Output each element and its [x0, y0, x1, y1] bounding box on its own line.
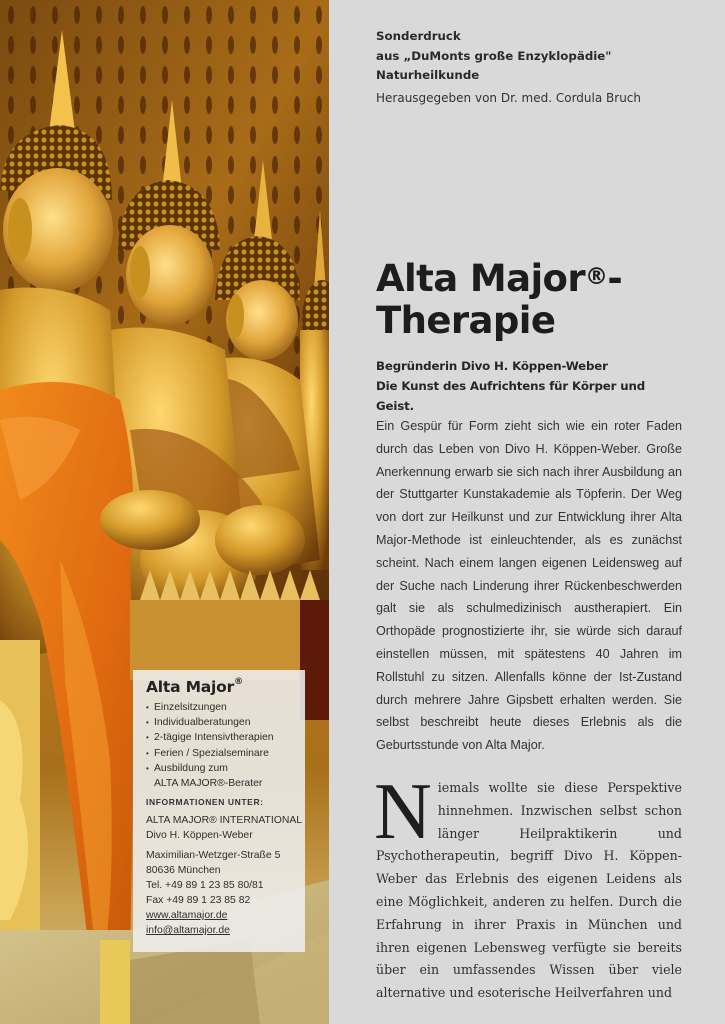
- phone-number: Tel. +49 89 1 23 85 80/81: [146, 880, 264, 892]
- source-line-1: Sonderdruck: [376, 29, 461, 43]
- street-address: Maximilian-Wetzger-Straße 5: [146, 850, 281, 862]
- title-line-1: Alta Major: [376, 257, 585, 300]
- city: 80636 München: [146, 865, 221, 877]
- service-label: Ferien / Spezialseminare: [154, 747, 269, 759]
- info-box: [133, 670, 305, 952]
- contact-block: [146, 813, 305, 938]
- body-paragraph: [374, 768, 682, 1005]
- title-line-2: Therapie: [376, 299, 556, 342]
- service-label: 2-tägige Intensivtherapien: [154, 732, 274, 744]
- registered-mark: ®: [234, 677, 243, 687]
- service-label: Einzelsitzungen: [154, 702, 227, 713]
- service-item: [146, 746, 305, 761]
- buddha-statues-photo: [0, 0, 329, 1024]
- service-label-continued: ALTA MAJOR®-Berater: [154, 778, 263, 790]
- fax-number: Fax +49 89 1 23 85 82: [146, 895, 251, 907]
- drop-cap: N: [374, 768, 432, 856]
- service-item: [146, 761, 305, 791]
- body-text: iemals wollte sie diese Perspektive hinnehmen. Inzwischen selbst schon länger Heilpraktikerin und Psychotherapeutin, begriff Divo H. Köppen-Weber das Erlebnis des eigenen Leidens als eine Möglichkeit, anderen zu helfen. Durch die Erfahrung in ihrer Praxis in München und ihren eigenen Lebensweg verfügte sie bereits über ein umfassendes Wissen über viele alternative und esoterische Heilverfahren und: [376, 780, 682, 1001]
- service-item: [146, 700, 305, 715]
- info-box-title-text: Alta Major: [146, 678, 235, 696]
- contact-person: Divo H. Köppen-Weber: [146, 830, 253, 842]
- source-note: [376, 27, 682, 108]
- editor-line: Herausgegeben von Dr. med. Cordula Bruch: [376, 90, 641, 105]
- source-line-3: Naturheilkunde: [376, 68, 480, 82]
- email-link[interactable]: info@altamajor.de: [146, 925, 230, 937]
- registered-mark: ®: [585, 264, 608, 290]
- page-title: [376, 258, 682, 342]
- intro-paragraph: Ein Gespür für Form zieht sich wie ein roter Faden durch das Leben von Divo H. Köppen-Weber. Große Anerkennung erwarb sie sich nach ihrer Ausbildung an der Stuttgarter Kunstakademie als Töpferin. Der Weg von dort zur Heilkunst und zur Entwicklung ihrer Alta Major-Methode ist einleuchtender, als es zunächst scheint. Nach einem langen eigenen Leidensweg auf der Suche nach Linderung ihrer Rückenbeschwerden galt sie als schulmedizinisch austherapiert. Ein Orthopäde prognostizierte ihr, sie würde sich darauf einstellen müssen, mit spätestens 40 Jahren im Rollstuhl zu sitzen. Allenfalls könne der Ist-Zustand durch mehrere Jahre Gipsbett erhalten werden. Sie selbst beschreibt heute dieses Erlebnis als die Geburtsstunde von Alta Major.: [376, 419, 682, 753]
- org-name: ALTA MAJOR® INTERNATIONAL: [146, 815, 303, 827]
- service-label: Individualberatungen: [154, 717, 251, 729]
- service-item: [146, 730, 305, 745]
- website-link[interactable]: www.altamajor.de: [146, 910, 228, 922]
- source-line-2: aus „DuMonts große Enzyklopädie": [376, 48, 612, 63]
- info-box-title: [146, 678, 305, 696]
- subtitle-founder: Begründerin Divo H. Köppen-Weber: [376, 359, 608, 373]
- info-heading: INFORMATIONEN UNTER:: [146, 797, 264, 808]
- service-label: Ausbildung zum: [154, 762, 228, 774]
- service-item: [146, 715, 305, 730]
- title-hyphen: -: [607, 257, 623, 300]
- services-list: [146, 700, 305, 791]
- subtitle: [376, 356, 682, 416]
- subtitle-tagline: Die Kunst des Aufrichtens für Körper und Geist.: [376, 379, 646, 413]
